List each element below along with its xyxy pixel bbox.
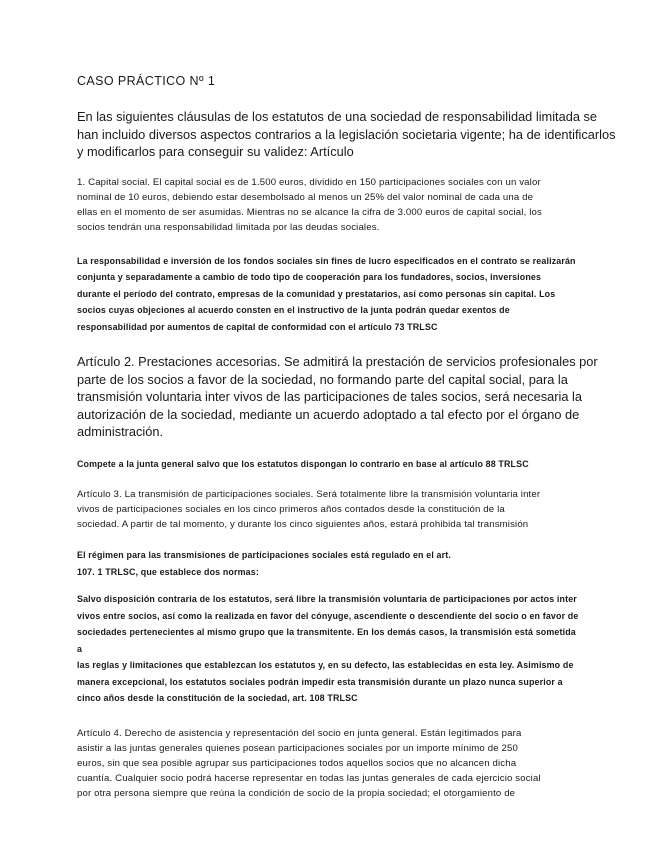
article-4-line: euros, sin que sea posible agrupar sus participaciones todos aquellos socios que no alcancen dicha xyxy=(77,757,517,769)
article-1-line: socios tendrán una responsabilidad limitada por las deudas sociales. xyxy=(77,221,380,233)
answer-3-intro-line: El régimen para las transmisiones de participaciones sociales está regulado en el art. xyxy=(77,550,451,560)
document-title: CASO PRÁCTICO Nº 1 xyxy=(77,74,216,88)
intro-line: han incluido diversos aspectos contrarios a la legislación societaria vigente; ha de identificarlos xyxy=(77,126,616,142)
article-2-line: administración. xyxy=(77,424,164,439)
intro-line: y modificarlos para conseguir su validez: Artículo xyxy=(77,144,354,159)
article-4-line: asistir a las juntas generales quienes posean participaciones sociales por un importe mínimo de 250 xyxy=(77,742,518,754)
intro-line: En las siguientes cláusulas de los estatutos de una sociedad de responsabilidad limitada se xyxy=(77,109,598,124)
answer-3-line: a xyxy=(77,643,83,654)
article-4-line: Artículo 4. Derecho de asistencia y representación del socio en junta general. Están legitimados para xyxy=(77,727,522,739)
article-3-line: Artículo 3. La transmisión de participaciones sociales. Será totalmente libre la transmisión voluntaria inter xyxy=(77,489,541,500)
answer-1-line: responsabilidad por aumentos de capital de conformidad con el artículo 73 TRLSC xyxy=(77,321,438,332)
answer-1-line: durante el período del contrato, empresas de la comunidad y prestatarios, así como personas sin capital. Los xyxy=(77,288,556,299)
article-2-paragraph xyxy=(77,353,598,441)
answer-1-paragraph xyxy=(77,253,595,336)
article-4-paragraph xyxy=(77,726,595,801)
answer-3-intro-line: 107. 1 TRLSC, que establece dos normas: xyxy=(77,566,259,577)
answer-2-line: Compete a la junta general salvo que los estatutos dispongan lo contrario en base al artículo 88 TRLSC xyxy=(77,458,529,469)
answer-3-line: las reglas y limitaciones que establezcan los estatutos y, en su defecto, las establecidas en esta ley. Asimismo de xyxy=(77,660,574,670)
answer-3-line: manera excepcional, los estatutos sociales podrán impedir esta transmisión durante un plazo nunca superior a xyxy=(77,676,563,687)
answer-3-paragraph xyxy=(77,591,595,707)
article-3-paragraph xyxy=(77,487,595,532)
answer-3-line: Salvo disposición contraria de los estatutos, será libre la transmisión voluntaria de participaciones por actos inter xyxy=(77,594,577,604)
answer-1-line: La responsabilidad e inversión de los fondos sociales sin fines de lucro especificados en el contrato se realizarán xyxy=(77,255,576,266)
article-2-line: parte de los socios a favor de la sociedad, no formando parte del capital social, para la xyxy=(77,371,568,387)
article-1-line: nominal de 10 euros, debiendo estar desembolsado al menos un 25% del valor nominal de cada una de xyxy=(77,191,534,203)
article-2-line: autorización de la sociedad, mediante un acuerdo adoptado a tal efecto por el órgano de xyxy=(77,406,580,422)
answer-3-intro-paragraph xyxy=(77,547,595,580)
answer-3-line: vivos entre socios, así como la realizada en favor del cónyuge, ascendiente o descendiente del socio o en favor de xyxy=(77,610,579,621)
answer-1-line: socios cuyas objeciones al acuerdo consten en el instructivo de la junta podrán quedar exentos de xyxy=(77,305,510,315)
article-1-line: 1. Capital social. El capital social es de 1.500 euros, dividido en 150 participaciones sociales con un valor xyxy=(77,176,541,188)
intro-paragraph xyxy=(77,108,616,161)
article-3-line: vivos de participaciones sociales en los cinco primeros años contados desde la constitución de la xyxy=(77,504,505,515)
answer-3-line: sociedades pertenecientes al mismo grupo que la transmitente. En los demás casos, la transmisión está sometida xyxy=(77,627,576,637)
article-4-line: por otra persona siempre que reúna la condición de socio de la propia sociedad; el otorgamiento de xyxy=(77,787,516,799)
answer-3-line: cinco años desde la constitución de la sociedad, art. 108 TRLSC xyxy=(77,693,358,703)
article-2-line: Artículo 2. Prestaciones accesorias. Se admitirá la prestación de servicios profesionales por xyxy=(77,354,598,369)
answer-2-paragraph xyxy=(77,456,595,473)
article-4-line: cuantía. Cualquier socio podrá hacerse representar en todas las juntas generales de cada ejercicio social xyxy=(77,772,541,784)
article-1-paragraph xyxy=(77,175,595,235)
article-1-line: ellas en el momento de ser asumidas. Mientras no se alcance la cifra de 3.000 euros de capital social, los xyxy=(77,206,542,218)
article-3-line: sociedad. A partir de tal momento, y durante los cinco siguientes años, estará prohibida tal transmisión xyxy=(77,519,529,530)
answer-1-line: conjunta y separadamente a cambio de todo tipo de cooperación para los fundadores, socios, inversiones xyxy=(77,272,542,282)
article-2-line: transmisión voluntaria inter vivos de las participaciones de tales socios, será necesaria la xyxy=(77,389,583,404)
